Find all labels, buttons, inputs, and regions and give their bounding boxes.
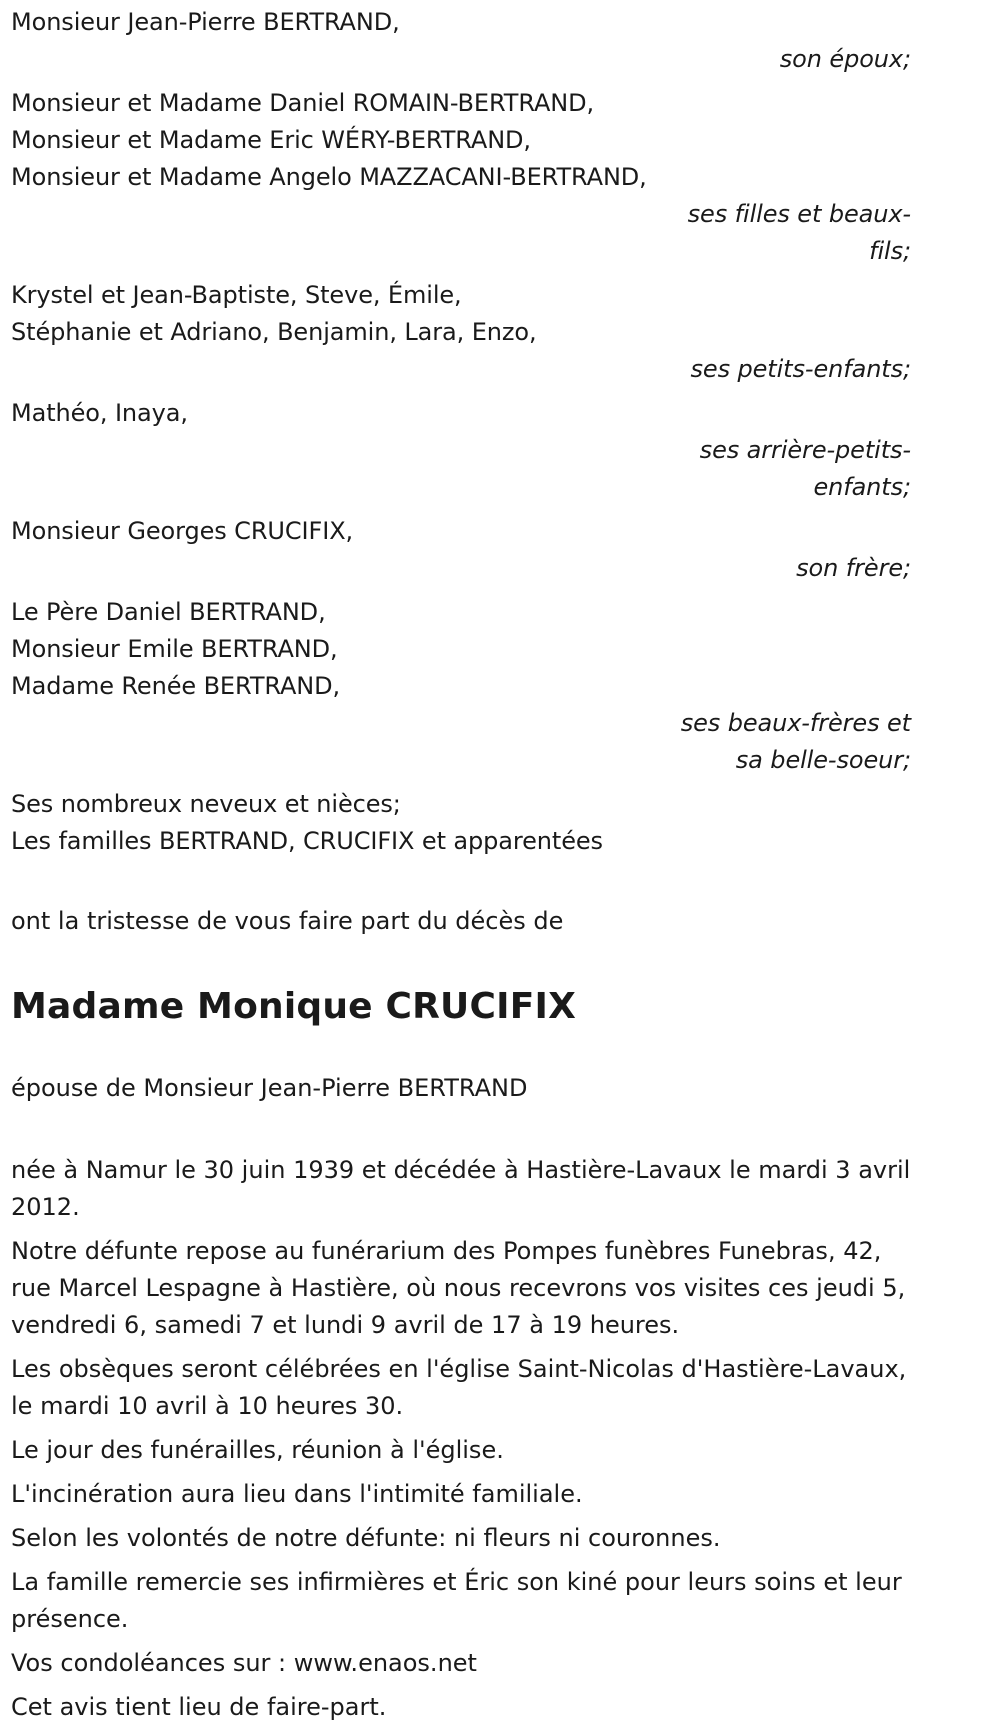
family-name-line: Mathéo, Inaya, bbox=[11, 399, 188, 427]
family-name-line: Monsieur Jean-Pierre BERTRAND, bbox=[11, 8, 400, 36]
family-name-line: Monsieur et Madame Eric WÉRY-BERTRAND, bbox=[11, 126, 531, 154]
family-name-line: Stéphanie et Adriano, Benjamin, Lara, Enzo, bbox=[11, 318, 537, 346]
family-name-line: Les familles BERTRAND, CRUCIFIX et apparentées bbox=[11, 827, 603, 855]
family-group-brother bbox=[11, 513, 911, 587]
meeting-paragraph: Le jour des funérailles, réunion à l'église. bbox=[11, 1436, 504, 1464]
family-group-grandchildren bbox=[11, 277, 911, 388]
details-section bbox=[11, 1152, 911, 1726]
family-name-line: Le Père Daniel BERTRAND, bbox=[11, 598, 326, 626]
family-group-spouse bbox=[11, 4, 911, 78]
family-name-line: Monsieur et Madame Angelo MAZZACANI-BERTRAND, bbox=[11, 163, 647, 191]
deceased-name: Madame Monique CRUCIFIX bbox=[11, 986, 577, 1027]
notice-paragraph: Cet avis tient lieu de faire-part. bbox=[11, 1693, 387, 1721]
family-group-in-laws bbox=[11, 594, 911, 779]
funerarium-paragraph: Notre défunte repose au funérarium des Pompes funèbres Funebras, 42, rue Marcel Lespagne à Hastière, où nous recevrons vos visites ces jeudi 5, vendredi 6, samedi 7 et lundi 9 avril de 17 à 19 heures. bbox=[11, 1237, 906, 1339]
relation-label: ses arrière-petits-enfants; bbox=[699, 436, 911, 501]
family-name-line: Monsieur et Madame Daniel ROMAIN-BERTRAND, bbox=[11, 89, 595, 117]
family-name-line: Madame Renée BERTRAND, bbox=[11, 672, 341, 700]
birth-death-paragraph: née à Namur le 30 juin 1939 et décédée à Hastière-Lavaux le mardi 3 avril 2012. bbox=[11, 1156, 911, 1221]
relation-label: ses beaux-frères et sa belle-soeur; bbox=[680, 709, 911, 774]
family-group-extended bbox=[11, 786, 911, 860]
flowers-paragraph: Selon les volontés de notre défunte: ni fleurs ni couronnes. bbox=[11, 1524, 721, 1552]
announcement-text: ont la tristesse de vous faire part du décès de bbox=[11, 907, 564, 935]
relation-label: ses petits-enfants; bbox=[690, 355, 911, 383]
thanks-paragraph: La famille remercie ses infirmières et Éric son kiné pour leurs soins et leur présence. bbox=[11, 1568, 902, 1633]
relation-label: son époux; bbox=[779, 45, 911, 73]
family-group-daughters bbox=[11, 85, 911, 270]
family-name-line: Ses nombreux neveux et nièces; bbox=[11, 790, 401, 818]
family-name-line: Monsieur Georges CRUCIFIX, bbox=[11, 517, 354, 545]
cremation-paragraph: L'incinération aura lieu dans l'intimité familiale. bbox=[11, 1480, 583, 1508]
condolences-paragraph: Vos condoléances sur : www.enaos.net bbox=[11, 1649, 477, 1677]
spouse-line: épouse de Monsieur Jean-Pierre BERTRAND bbox=[11, 1074, 528, 1102]
family-group-great-grandchildren bbox=[11, 395, 911, 506]
funeral-service-paragraph: Les obsèques seront célébrées en l'église Saint-Nicolas d'Hastière-Lavaux, le mardi 10 avril à 10 heures 30. bbox=[11, 1355, 907, 1420]
relation-label: ses filles et beaux-fils; bbox=[687, 200, 911, 265]
relation-label: son frère; bbox=[796, 554, 911, 582]
family-name-line: Monsieur Emile BERTRAND, bbox=[11, 635, 338, 663]
family-name-line: Krystel et Jean-Baptiste, Steve, Émile, bbox=[11, 281, 462, 309]
